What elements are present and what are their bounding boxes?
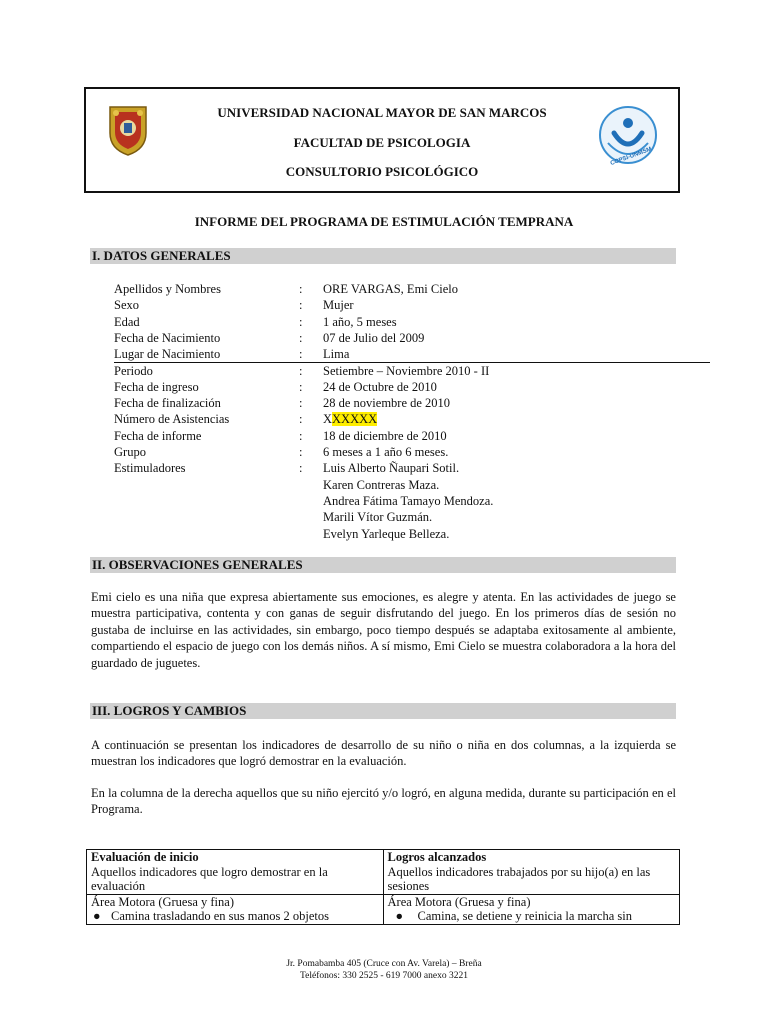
right-item-text: Camina, se detiene y reinicia la marcha sin bbox=[417, 909, 632, 923]
svg-text:COPSI-UNMSM: COPSI-UNMSM bbox=[609, 146, 653, 167]
field-separator: : bbox=[299, 347, 303, 362]
field-separator: : bbox=[299, 314, 303, 329]
left-column-header: Evaluación de inicio bbox=[91, 850, 199, 864]
table-cell bbox=[87, 850, 384, 895]
field-label: Grupo bbox=[114, 445, 146, 459]
field-label: Fecha de finalización bbox=[114, 396, 221, 411]
field-value: Luis Alberto Ñaupari Sotil. bbox=[323, 461, 460, 476]
bullet-icon: ● bbox=[395, 909, 404, 923]
field-separator: : bbox=[299, 330, 303, 345]
field-separator: : bbox=[299, 428, 303, 443]
highlighted-value: XXXXX bbox=[332, 412, 378, 427]
observaciones-paragraph: Emi cielo es una niña que expresa abiertamente sus emociones, es alegre y atenta. En las actividades de juego se muestra participativa, contenta y con ganas de seguir disfrutando del juego. En los primeros días de sesión no gustaba de incluirse en las actividades, sin embargo, poco tiempo después se adaptaba exitosamente al ambiente, compartiendo el espacio de juego con los demás niños. A sí mismo, Emi Cielo se muestra colaboradora a la hora del guardado de juguetes. bbox=[91, 590, 676, 670]
field-value: XXXXXX bbox=[323, 412, 378, 427]
university-name: UNIVERSIDAD NACIONAL MAYOR DE SAN MARCOS bbox=[217, 105, 547, 120]
logros-intro-paragraph-2: En la columna de la derecha aquellos que su niño ejercitó y/o logró, en alguna medida, durante su participación en el Programa. bbox=[91, 786, 676, 817]
field-separator: : bbox=[299, 412, 303, 427]
logros-intro-paragraph: A continuación se presentan los indicadores de desarrollo de su niño o niña en dos columnas, a la izquierda se muestran los indicadores que logró demostrar en la evaluación. bbox=[91, 738, 676, 769]
field-label: Fecha de ingreso bbox=[114, 379, 199, 394]
right-area-label: Área Motora (Gruesa y fina) bbox=[387, 894, 531, 909]
left-item-text: Camina trasladando en sus manos 2 objetos bbox=[111, 909, 330, 923]
field-value: 6 meses a 1 año 6 meses. bbox=[323, 445, 449, 459]
field-value: 24 de Octubre de 2010 bbox=[323, 379, 437, 394]
field-label: Fecha de Nacimiento bbox=[114, 330, 221, 345]
field-label: Lugar de Nacimiento bbox=[114, 347, 221, 362]
footer-phones: Teléfonos: 330 2525 - 619 7000 anexo 3221 bbox=[300, 971, 468, 981]
field-value: Setiembre – Noviembre 2010 - II bbox=[323, 363, 490, 378]
field-value: Lima bbox=[323, 347, 350, 362]
divider-line bbox=[114, 362, 710, 363]
section-datos-generales: I. DATOS GENERALES bbox=[90, 248, 676, 264]
estimulador-name: Andrea Fátima Tamayo Mendoza. bbox=[323, 493, 494, 508]
field-value: Mujer bbox=[323, 298, 354, 313]
estimulador-name: Karen Contreras Maza. bbox=[323, 477, 440, 492]
left-column-subheader: Aquellos indicadores que logro demostrar en la evaluación bbox=[91, 864, 328, 893]
field-label: Apellidos y Nombres bbox=[114, 282, 221, 296]
bullet-icon: ● bbox=[93, 909, 101, 923]
table-cell bbox=[383, 850, 680, 895]
left-area-label: Área Motora (Gruesa y fina) bbox=[91, 894, 234, 909]
footer-address: Jr. Pomabamba 405 (Cruce con Av. Varela) – Breña bbox=[286, 959, 482, 969]
field-separator: : bbox=[299, 379, 303, 394]
field-label: Periodo bbox=[114, 363, 153, 378]
table-header-row bbox=[87, 850, 680, 895]
document-title: INFORME DEL PROGRAMA DE ESTIMULACIÓN TEMPRANA bbox=[194, 214, 574, 229]
estimulador-name: Marili Vítor Guzmán. bbox=[323, 510, 433, 525]
estimulador-name: Evelyn Yarleque Belleza. bbox=[323, 526, 450, 541]
field-value: 1 año, 5 meses bbox=[323, 314, 397, 329]
right-column-header: Logros alcanzados bbox=[387, 850, 487, 864]
faculty-name: FACULTAD DE PSICOLOGIA bbox=[293, 135, 471, 150]
field-separator: : bbox=[299, 396, 303, 411]
field-label: Número de Asistencias bbox=[114, 412, 230, 427]
field-label: Estimuladores bbox=[114, 461, 186, 476]
list-item bbox=[388, 909, 676, 924]
field-label: Edad bbox=[114, 314, 140, 329]
logros-table bbox=[86, 849, 680, 925]
field-value: 07 de Julio del 2009 bbox=[323, 330, 425, 345]
copsi-logo bbox=[596, 103, 660, 167]
table-cell bbox=[383, 894, 680, 924]
section-logros: III. LOGROS Y CAMBIOS bbox=[90, 703, 676, 719]
field-separator: : bbox=[299, 445, 303, 459]
table-row bbox=[87, 894, 680, 924]
right-column-subheader: Aquellos indicadores trabajados por su hijo(a) en las sesiones bbox=[387, 864, 651, 893]
section-observaciones: II. OBSERVACIONES GENERALES bbox=[90, 557, 676, 573]
table-cell bbox=[87, 894, 384, 924]
field-separator: : bbox=[299, 298, 303, 313]
field-value: 28 de noviembre de 2010 bbox=[323, 396, 451, 411]
field-value: 18 de diciembre de 2010 bbox=[323, 428, 447, 443]
letterhead bbox=[84, 87, 680, 193]
field-separator: : bbox=[299, 461, 303, 476]
office-name: CONSULTORIO PSICOLÓGICO bbox=[285, 164, 479, 179]
field-separator: : bbox=[299, 282, 303, 296]
field-label: Sexo bbox=[114, 298, 139, 313]
field-value: ORE VARGAS, Emi Cielo bbox=[323, 282, 458, 296]
field-label: Fecha de informe bbox=[114, 428, 202, 443]
field-separator: : bbox=[299, 363, 303, 378]
list-item bbox=[91, 909, 379, 924]
